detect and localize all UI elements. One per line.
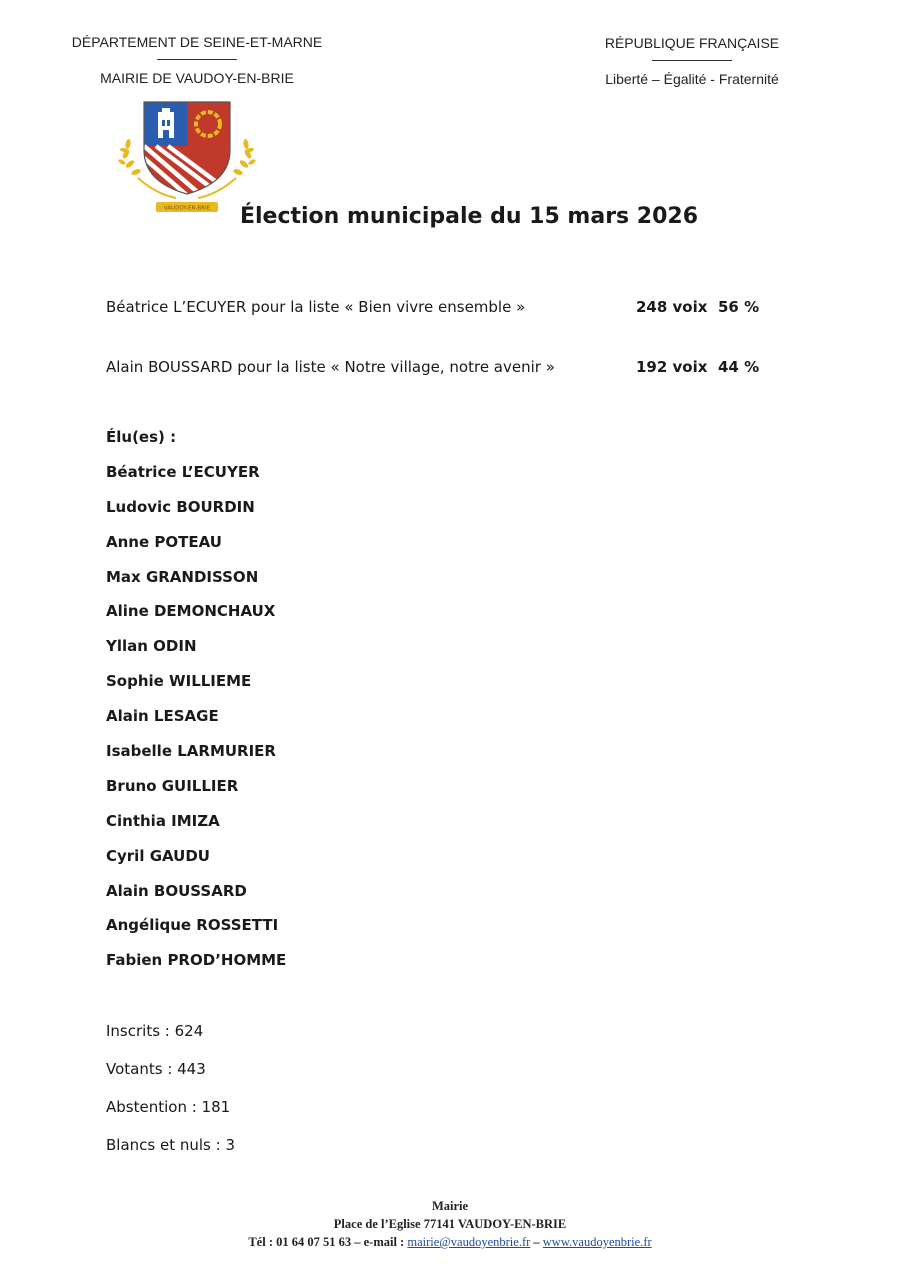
result-label: Alain BOUSSARD pour la liste « Notre village, notre avenir »: [106, 358, 555, 376]
stat-blank-null: Blancs et nuls : 3: [106, 1136, 235, 1154]
elected-name: Ludovic BOURDIN: [106, 497, 255, 516]
republic-motto: Liberté – Égalité - Fraternité: [605, 71, 779, 87]
elected-name: Anne POTEAU: [106, 532, 222, 551]
result-label: Béatrice L’ECUYER pour la liste « Bien vivre ensemble »: [106, 298, 526, 316]
elected-list: [106, 427, 286, 985]
coat-of-arms-icon: [116, 98, 258, 216]
department-name: DÉPARTEMENT DE SEINE-ET-MARNE: [71, 34, 323, 50]
elected-name: Fabien PROD’HOMME: [106, 951, 287, 970]
result-votes: 192 voix: [636, 358, 708, 376]
footer-email-link[interactable]: mairie@vaudoyenbrie.fr: [407, 1235, 531, 1249]
elected-name: Angélique ROSSETTI: [106, 916, 279, 935]
elected-name: Alain BOUSSARD: [106, 881, 247, 900]
stat-registered: Inscrits : 624: [106, 1022, 204, 1040]
footer-website-link[interactable]: www.vaudoyenbrie.fr: [542, 1235, 652, 1249]
result-percent: 56 %: [718, 298, 760, 316]
header-republic-block: [592, 35, 792, 87]
stat-voters: Votants : 443: [106, 1060, 206, 1078]
footer-contact: [150, 1233, 750, 1251]
elected-name: Béatrice L’ECUYER: [106, 462, 260, 481]
elected-name: Isabelle LARMURIER: [106, 742, 276, 761]
elected-name: Cyril GAUDU: [106, 846, 210, 865]
elected-name: Max GRANDISSON: [106, 567, 259, 586]
logo-ribbon-text: VAUDOY-EN-BRIE: [163, 205, 211, 212]
footer-phone: Tél : 01 64 07 51 63 – e-mail :: [248, 1235, 408, 1249]
footer-separator: –: [530, 1235, 543, 1249]
elected-heading: Élu(es) :: [106, 428, 177, 446]
stat-abstention: Abstention : 181: [106, 1098, 231, 1116]
result-percent: 44 %: [718, 358, 760, 376]
header-divider: [652, 60, 732, 61]
header-department-block: [62, 34, 332, 86]
turnout-stats: [106, 1021, 235, 1173]
elected-name: Alain LESAGE: [106, 707, 219, 726]
footer-mairie: Mairie: [431, 1199, 469, 1213]
page-title: Élection municipale du 15 mars 2026: [239, 204, 699, 229]
footer: [150, 1197, 750, 1251]
header-divider: [157, 59, 237, 60]
mairie-name: MAIRIE DE VAUDOY-EN-BRIE: [100, 70, 294, 86]
elected-name: Yllan ODIN: [106, 637, 197, 656]
republique-name: RÉPUBLIQUE FRANÇAISE: [604, 35, 780, 51]
result-votes: 248 voix: [636, 298, 708, 316]
elected-name: Sophie WILLIEME: [106, 672, 252, 691]
elected-name: Aline DEMONCHAUX: [106, 602, 276, 621]
elected-name: Bruno GUILLIER: [106, 776, 239, 795]
elected-name: Cinthia IMIZA: [106, 811, 220, 830]
footer-address: Place de l’Eglise 77141 VAUDOY-EN-BRIE: [333, 1217, 567, 1231]
